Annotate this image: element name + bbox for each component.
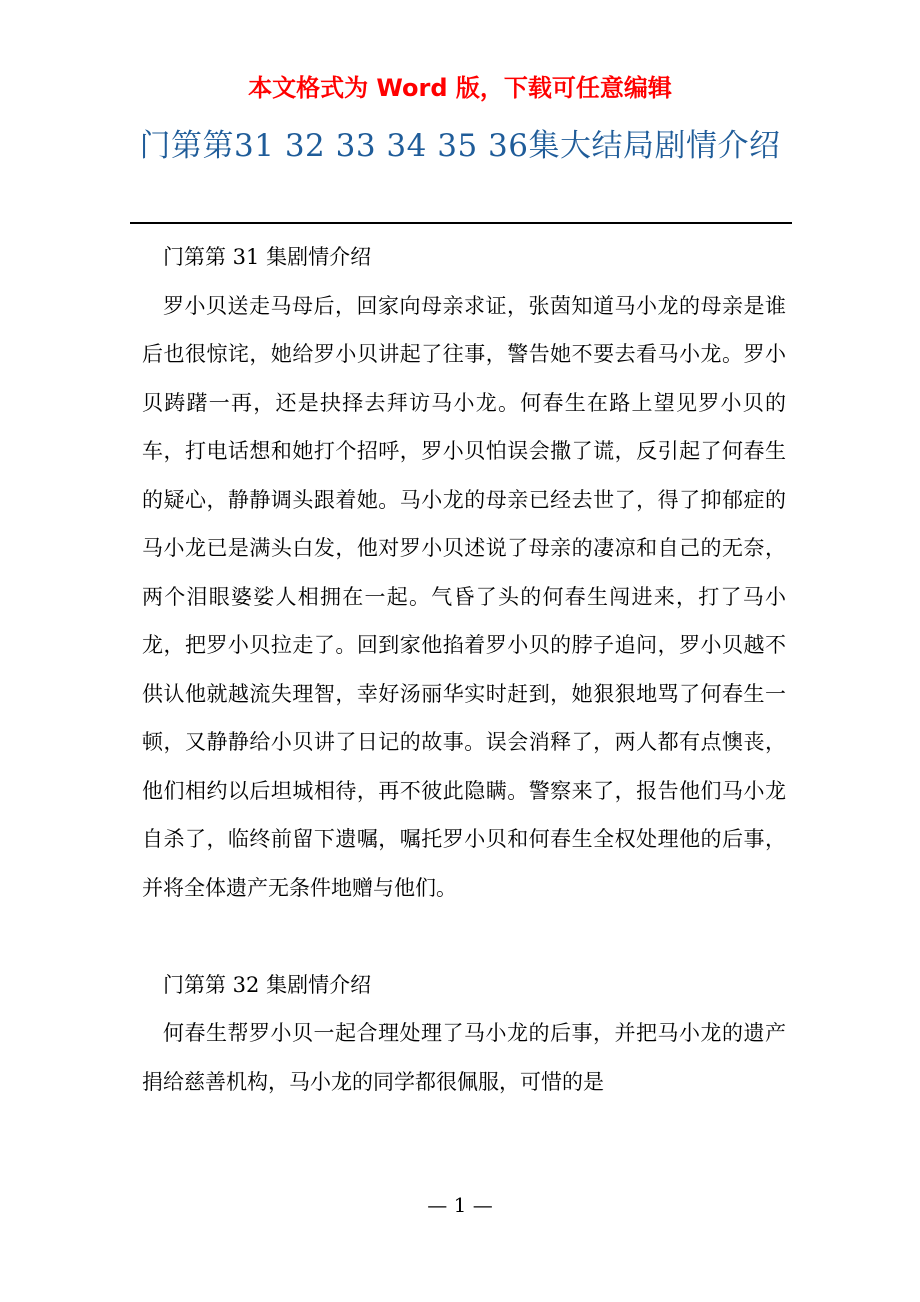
section-paragraph: 罗小贝送走马母后，回家向母亲求证，张茵知道马小龙的母亲是谁后也很惊诧，她给罗小贝讲起了往事，警告她不要去看马小龙。罗小贝踌躇一再，还是抉择去拜访马小龙。何春生在路上望见罗小贝的车，打电话想和她打个招呼，罗小贝怕误会撒了谎，反引起了何春生的疑心，静静调头跟着她。马小龙的母亲已经去世了，得了抑郁症的马小龙已是满头白发，他对罗小贝述说了母亲的凄凉和自己的无奈，两个泪眼婆娑人相拥在一起。气昏了头的何春生闯进来，打了马小龙，把罗小贝拉走了。回到家他掐着罗小贝的脖子追问，罗小贝越不供认他就越流失理智，幸好汤丽华实时赶到，她狠狠地骂了何春生一顿，又静静给小贝讲了日记的故事。误会消释了，两人都有点懊丧，他们相约以后坦城相待，再不彼此隐瞒。警察来了，报告他们马小龙自杀了，临终前留下遗嘱，嘱托罗小贝和何春生全权处理他的后事，并将全体遗产无条件地赠与他们。 <box>142 293 786 900</box>
section-heading: 门第第 32 集剧情介绍 <box>163 972 372 997</box>
document-title: 门第第31 32 33 34 35 36集大结局剧情介绍 <box>139 128 781 164</box>
format-notice: 本文格式为 Word 版，下载可任意编辑 <box>248 74 672 102</box>
section-episode-31 <box>142 233 786 912</box>
section-episode-32 <box>142 961 786 1107</box>
title-divider <box>130 222 792 224</box>
document-body <box>142 233 786 1106</box>
page-number: — 1 — <box>427 1193 493 1217</box>
section-spacer <box>142 912 786 961</box>
section-paragraph: 何春生帮罗小贝一起合理处理了马小龙的后事，并把马小龙的遗产捐给慈善机构，马小龙的同学都很佩服，可惜的是 <box>142 1021 786 1094</box>
section-heading: 门第第 31 集剧情介绍 <box>163 245 372 269</box>
